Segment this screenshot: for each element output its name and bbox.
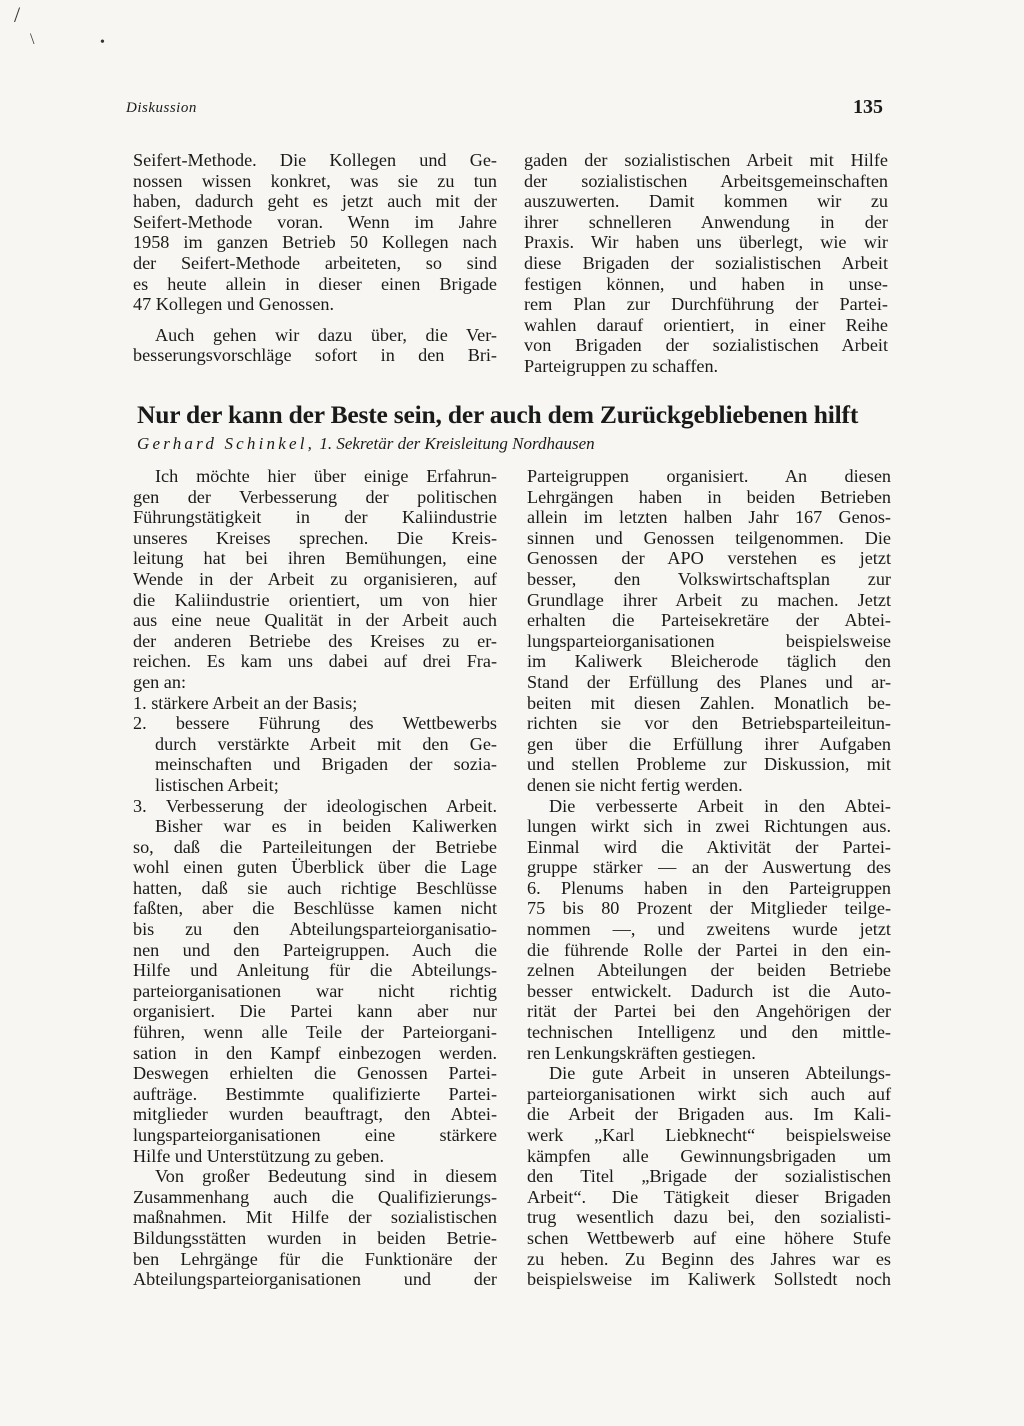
text-line: die führende Rolle der Partei in den ein- [527,939,891,960]
text-line: bis zu den Abteilungsparteiorganisatio- [133,919,497,940]
text-line: aus eine neue Qualität in der Arbeit auch [133,610,497,631]
text-line: schen Wettbewerb auf eine höhere Stufe [527,1227,891,1248]
text-line: parteiorganisationen war nicht richtig [133,980,497,1001]
text-line: und stellen Probleme zur Diskussion, mit [527,754,891,775]
text-line: 6. Plenums haben in den Parteigruppen [527,877,891,898]
text-line: Genossen der APO verstehen es jetzt [527,548,891,569]
text-line: Deswegen erhielten die Genossen Partei- [133,1063,497,1084]
text-line: ben Lehrgänge für die Funktionäre der [133,1248,497,1269]
text-line: mitglieder wurden beauftragt, den Abtei- [133,1104,497,1125]
text-line: organisiert. Die Partei kann aber nur [133,1001,497,1022]
text-line: gen an: [133,671,187,692]
text-line: Ich möchte hier über einige Erfahrun- [155,466,497,486]
text-line: den Titel „Brigade der sozialistischen [527,1166,891,1187]
text-line: festigen können, und haben in unse- [524,273,888,294]
text-line: Bisher war es in beiden Kaliwerken [155,816,497,837]
text-line: Führungstätigkeit in der Kaliindustrie [133,507,497,528]
text-line: Hilfe und Anleitung für die Abteilungs- [133,960,497,981]
text-line: durch verstärkte Arbeit mit den Ge- [155,733,497,754]
text-line: von Brigaden der sozialistischen Arbeit [524,335,888,356]
text-line: ren Lenkungskräften gestiegen. [527,1042,756,1063]
text-line: hatten, daß sie auch richtige Beschlüsse [133,877,497,898]
text-line: der Seifert-Methode arbeiteten, so sind [133,252,497,273]
text-line: Bildungsstätten wurden in beiden Betrie- [133,1227,497,1248]
text-line: der anderen Betriebe des Kreises zu er- [133,630,497,651]
text-line: besser, den Volkswirtschaftsplan zur [527,568,891,589]
text-line: unseres Kreises sprechen. Die Kreis- [133,527,497,548]
article-byline [137,434,595,454]
page-number: 135 [853,96,883,118]
text-line: Wende in der Arbeit zu organisieren, auf [133,568,497,589]
text-line: erhalten die Parteisekretäre der Abtei- [527,610,891,631]
text-line: parteiorganisationen wirkt sich auch auf [527,1083,891,1104]
text-line: zu heben. Zu Beginn des Jahres war es [527,1248,891,1269]
top-right-column [524,150,888,377]
text-line: Lehrgängen haben in beiden Betrieben [527,486,891,507]
text-line: beispielsweise im Kaliwerk Sollstedt noch [527,1269,891,1290]
text-line: Parteigruppen zu schaffen. [524,355,719,376]
text-line: lungsparteiorganisationen eine stärkere [133,1125,497,1145]
text-line: rität der Partei bei den Angehörigen der [527,1001,891,1022]
running-head: Diskussion [126,100,197,116]
text-line: Seifert-Methode. Die Kollegen und Ge- [133,150,497,170]
text-line: leitung hat bei ihren Bemühungen, eine [133,548,497,569]
text-line: die Kaliindustrie orientiert, um von hier [133,589,497,610]
text-line: Seifert-Methode voran. Wenn im Jahre [133,211,497,232]
text-line: meinschaften und Brigaden der sozia- [155,754,497,775]
text-line: führen, wenn alle Teile der Parteiorgani- [133,1022,497,1043]
text-line: technischen Intelligenz und den mittle- [527,1022,891,1043]
article-left-column [133,466,497,1290]
text-line: gen über die Erfüllung ihrer Aufgaben [527,733,891,754]
text-line: listischen Arbeit; [155,774,279,795]
text-line: Abteilungsparteiorganisationen und der [133,1269,497,1290]
text-line: nen und den Parteigruppen. Auch die [133,939,497,960]
text-line: sation in den Kampf einbezogen werden. [133,1042,497,1063]
text-line: beiten mit diesen Zahlen. Monatlich be- [527,692,891,713]
list-item: 2. bessere Führung des Wettbewerbs [133,713,497,734]
text-line: haben, dadurch geht es jetzt auch mit der [133,191,497,212]
text-line: so, daß die Parteileitungen der Betriebe [133,836,497,857]
text-line: wahlen darauf orientiert, in einer Reihe [524,314,888,335]
text-line: denen sie nicht fertig werden. [527,774,743,795]
scan-mark: • [100,35,105,50]
text-line: 1958 im ganzen Betrieb 50 Kollegen nach [133,232,497,253]
text-line: Parteigruppen organisiert. An diesen [527,466,891,486]
text-line: Hilfe und Unterstützung zu geben. [133,1145,385,1166]
text-line: lungsparteiorganisationen beispielsweise [527,630,891,651]
text-line: Grundlage ihrer Arbeit zu machen. Jetzt [527,589,891,610]
text-line: diese Brigaden der sozialistischen Arbeit [524,252,888,273]
text-line: der sozialistischen Arbeitsgemeinschaften [524,170,888,191]
article-right-column [527,466,891,1290]
text-line: lungen wirkt sich in zwei Richtungen aus. [527,816,891,837]
text-line: rem Plan zur Durchführung der Partei- [524,294,888,315]
author-name: Gerhard Schinkel, [137,434,316,453]
text-line: kämpfen alle Gewinnungsbrigaden um [527,1145,891,1166]
text-line: Einmal wird die Aktivität der Partei- [527,836,891,857]
text-line: 75 bis 80 Prozent der Mitglieder teilge- [527,898,891,919]
text-line: ihrer schnelleren Anwendung in der [524,211,888,232]
text-line: Stand der Erfüllung des Planes und ar- [527,671,891,692]
text-line: werk „Karl Liebknecht“ beispielsweise [527,1125,891,1145]
text-line: richten sie vor den Betriebsparteileitun- [527,713,891,734]
text-line: faßten, aber die Beschlüsse kamen nicht [133,898,497,919]
text-line: die Arbeit der Brigaden aus. Im Kali- [527,1104,891,1125]
text-line: trug wesentlich dazu bei, den sozialisti- [527,1207,891,1228]
text-line: reichen. Es kam uns dabei auf drei Fra- [133,651,497,672]
list-item: 3. Verbesserung der ideologischen Arbeit. [133,795,497,816]
list-item: 1. stärkere Arbeit an der Basis; [133,692,358,713]
text-line: maßnahmen. Mit Hilfe der sozialistischen [133,1207,497,1228]
text-line: 47 Kollegen und Genossen. [133,294,335,315]
text-line: zelnen Abteilungen der beiden Betriebe [527,960,891,981]
text-line: wohl einen guten Überblick über die Lage [133,857,497,878]
text-line: gen der Verbesserung der politischen [133,486,497,507]
text-line: Arbeit“. Die Tätigkeit dieser Brigaden [527,1186,891,1207]
scan-mark: / [14,2,21,27]
text-line: Die gute Arbeit in unseren Abteilungs- [549,1063,891,1084]
text-line: Auch gehen wir dazu über, die Ver- [155,324,497,345]
text-line: Zusammenhang auch die Qualifizierungs- [133,1186,497,1207]
text-line: auszuwerten. Damit kommen wir zu [524,191,888,212]
text-line: es heute allein in dieser einen Brigade [133,273,497,294]
top-left-column [133,150,497,366]
text-line: Von großer Bedeutung sind in diesem [155,1166,497,1187]
text-line: gruppe stärker — an der Auswertung des [527,857,891,878]
scan-mark: \ [30,31,35,48]
text-line: allein im letzten halben Jahr 167 Genos- [527,507,891,528]
text-line: Die verbesserte Arbeit in den Abtei- [549,795,891,816]
text-line: gaden der sozialistischen Arbeit mit Hilfe [524,150,888,170]
text-line: im Kaliwerk Bleicherode täglich den [527,651,891,672]
text-line: besserungsvorschläge sofort in den Bri- [133,345,497,366]
text-line: aufträge. Bestimmte qualifizierte Partei- [133,1083,497,1104]
text-line: nossen wissen konkret, was sie zu tun [133,170,497,191]
author-role: 1. Sekretär der Kreisleitung Nordhausen [319,434,595,453]
text-line: sinnen und Genossen teilgenommen. Die [527,527,891,548]
text-line: besser entwickelt. Dadurch ist die Auto- [527,980,891,1001]
text-line: Praxis. Wir haben uns überlegt, wie wir [524,232,888,253]
article-headline: Nur der kann der Beste sein, der auch dem Zurückgebliebenen hilft [137,400,859,429]
text-line: nommen —, und zweitens wurde jetzt [527,919,891,940]
